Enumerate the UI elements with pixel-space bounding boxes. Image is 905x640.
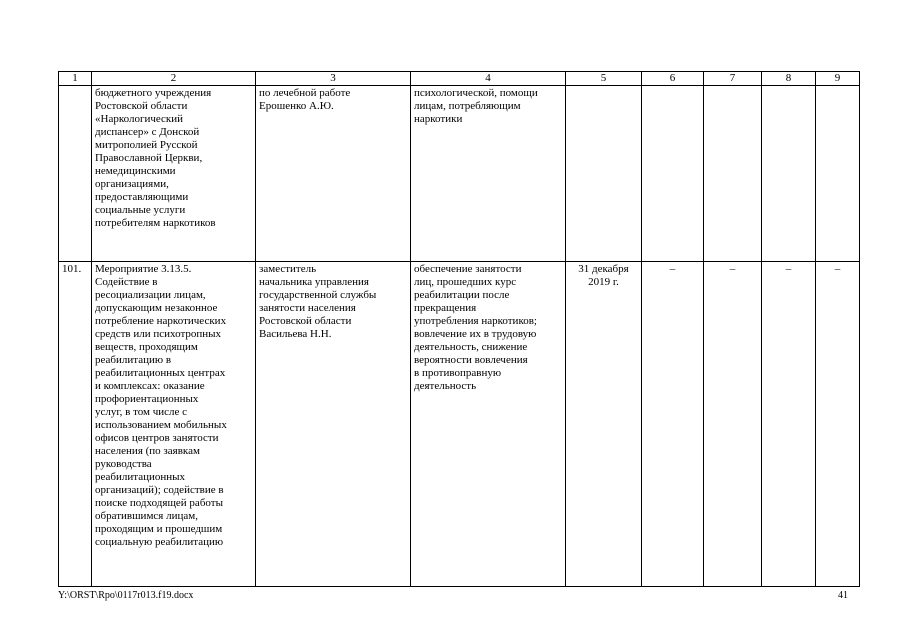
cell-text-line: вероятности вовлечения [414,354,528,366]
cell-text-line: Содействие в [95,276,158,288]
cell-text-line: ресоциализации лицам, [95,289,206,301]
cell-text-line: в противоправную [414,367,502,379]
cell-text-line: по лечебной работе [259,87,351,99]
cell-text-line: потребление наркотических [95,315,227,327]
cell-text-line: бюджетного учреждения [95,87,212,99]
cell-text-line: наркотики [414,113,463,125]
cell-text-line: социальную реабилитацию [95,536,224,548]
cell-text-line: профориентационных [95,393,199,405]
column-number-row [59,72,860,86]
cell-text-line: митрополией Русской [95,139,198,151]
cell-text-line: «Наркологический [95,113,184,125]
cell-text-line: деятельность [414,380,477,392]
cell-text-line: Мероприятие 3.13.5. [95,263,192,275]
table-row-continued [59,86,860,262]
cell-text-line: организаций); содействие в [95,484,224,496]
column-number: 2 [92,72,256,86]
value-cell: – [704,262,762,587]
cell-text-line: Васильева Н.Н. [259,328,332,340]
column-number: 4 [411,72,566,86]
cell-text-line: организациями, [95,178,169,190]
row-number-cell: 101. [59,262,92,587]
responsible-cell [256,86,411,262]
cell-text-line: услуг, в том числе с [95,406,188,418]
deadline-cell [566,86,642,262]
cell-text-line: немедицинскими [95,165,176,177]
cell-text-line: 2019 г. [588,276,619,288]
cell-text-line: заместитель [259,263,317,275]
cell-text-line: 31 декабря [578,263,629,275]
cell-text-line: и комплексах: оказание [95,380,205,392]
cell-text-line: реабилитации после [414,289,510,301]
cell-text-line: государственной службы [259,289,377,301]
table-row-101 [59,262,860,587]
column-number: 1 [59,72,92,86]
cell-text-line: использованием мобильных [95,419,227,431]
cell-text-line: занятости населения [259,302,356,314]
cell-text-line: реабилитацию в [95,354,172,366]
cell-text-line: населения (по заявкам [95,445,200,457]
value-cell [642,86,704,262]
column-number: 6 [642,72,704,86]
cell-text-line: Ростовской области [95,100,188,112]
cell-text-line: вовлечение их в трудовую [414,328,537,340]
measure-description-cell [92,262,256,587]
cell-text-line: употребления наркотиков; [414,315,537,327]
cell-text-line: Ростовской области [259,315,352,327]
column-number: 3 [256,72,411,86]
measures-table [58,71,860,587]
cell-text-line: предоставляющими [95,191,189,203]
expected-result-cell [411,86,566,262]
cell-text-line: потребителям наркотиков [95,217,216,229]
cell-text-line: начальника управления [259,276,369,288]
responsible-cell [256,262,411,587]
value-cell: – [816,262,860,587]
value-cell [816,86,860,262]
column-number: 5 [566,72,642,86]
cell-text-line: Ерошенко А.Ю. [259,100,334,112]
cell-text-line: средств или психотропных [95,328,222,340]
cell-text-line: допускающим незаконное [95,302,218,314]
cell-text-line: проходящим и прошедшим [95,523,223,535]
cell-text-line: прекращения [414,302,477,314]
value-cell: – [642,262,704,587]
cell-text-line: руководства [95,458,152,470]
footer-file-path: Y:\ORST\Rpo\0117r013.f19.docx [58,590,194,601]
footer-page-number: 41 [838,590,848,601]
expected-result-cell [411,262,566,587]
cell-text-line: лицам, потребляющим [414,100,521,112]
cell-text-line: социальные услуги [95,204,186,216]
cell-text-line: реабилитационных [95,471,186,483]
cell-text-line: обратившимся лицам, [95,510,198,522]
deadline-cell [566,262,642,587]
cell-text-line: поиске подходящей работы [95,497,223,509]
measure-description-cell [92,86,256,262]
value-cell: – [762,262,816,587]
cell-text-line: обеспечение занятости [414,263,522,275]
column-number: 9 [816,72,860,86]
cell-text-line: лиц, прошедших курс [414,276,517,288]
column-number: 8 [762,72,816,86]
row-number-cell [59,86,92,262]
value-cell [704,86,762,262]
value-cell [762,86,816,262]
cell-text-line: диспансер» с Донской [95,126,200,138]
cell-text-line: Православной Церкви, [95,152,203,164]
cell-text-line: деятельность, снижение [414,341,528,353]
cell-text-line: офисов центров занятости [95,432,219,444]
cell-text-line: реабилитационных центрах [95,367,226,379]
column-number: 7 [704,72,762,86]
cell-text-line: психологической, помощи [414,87,538,99]
cell-text-line: веществ, проходящим [95,341,198,353]
